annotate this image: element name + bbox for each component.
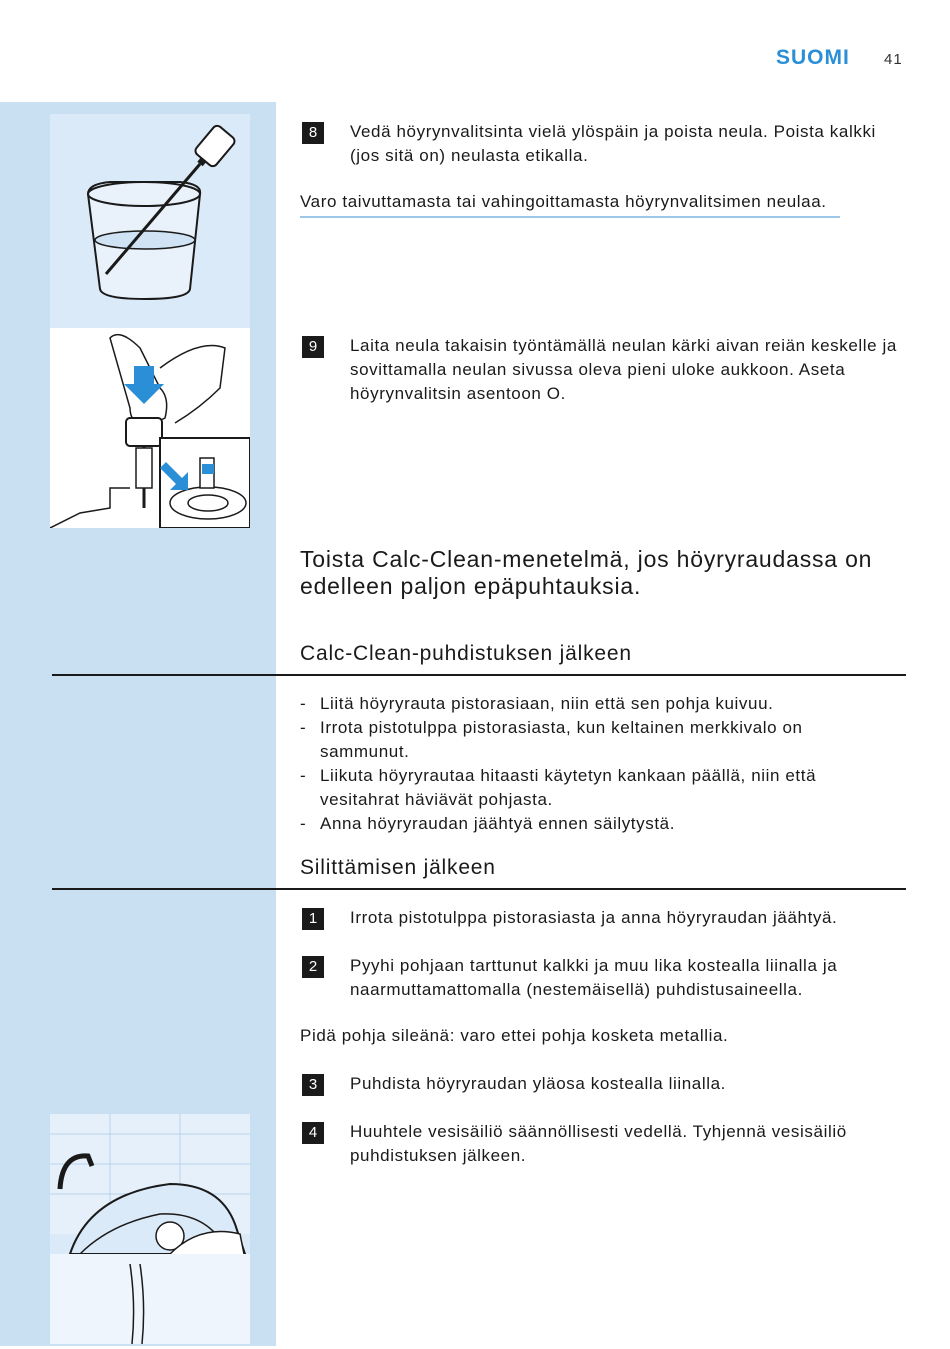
figure-clean-iron [50, 1114, 250, 1344]
step-number: 4 [302, 1122, 324, 1144]
figure-pointer [250, 126, 276, 154]
list-item: - Liitä höyryrauta pistorasiaan, niin että sen pohja kuivuu. [300, 694, 774, 713]
list-item: - Liikuta höyryrautaa hitaasti käytetyn kankaan päällä, niin että vesitahrat häviävät pohjasta. [300, 766, 817, 809]
step-number: 9 [302, 336, 324, 358]
step-text: Laita neula takaisin työntämällä neulan kärki aivan reiän keskelle ja sovittamalla neulan sivussa oleva pieni uloke aukkoon. Aseta höyrynvalitsin asentoon O. [350, 336, 897, 403]
step-text: Puhdista höyryraudan yläosa kostealla liinalla. [350, 1074, 726, 1093]
section-divider [52, 674, 906, 676]
repeat-note: Toista Calc-Clean-menetelmä, jos höyryraudassa on edelleen paljon epäpuhtauksia. [300, 546, 873, 599]
step-number: 2 [302, 956, 324, 978]
step-number: 1 [302, 908, 324, 930]
figure-insert-needle [50, 328, 250, 528]
step-text: Irrota pistotulppa pistorasiasta ja anna höyryraudan jäähtyä. [350, 908, 838, 927]
section-title-after-calc: Calc-Clean-puhdistuksen jälkeen [300, 642, 632, 665]
section-title-after-ironing: Silittämisen jälkeen [300, 856, 496, 879]
language-label: SUOMI [776, 46, 850, 69]
section-divider [52, 888, 906, 890]
figure-needle-in-glass [50, 114, 250, 341]
step-number: 3 [302, 1074, 324, 1096]
warning-text: Varo taivuttamasta tai vahingoittamasta höyrynvalitsimen neulaa. [300, 192, 827, 211]
step-text: Huuhtele vesisäiliö säännöllisesti vedellä. Tyhjennä vesisäiliö puhdistuksen jälkeen. [350, 1122, 847, 1165]
step-text: Vedä höyrynvalitsinta vielä ylöspäin ja poista neula. Poista kalkki (jos sitä on) neulasta etikalla. [350, 122, 876, 165]
note-text: Pidä pohja sileänä: varo ettei pohja kosketa metallia. [300, 1026, 729, 1045]
step-text: Pyyhi pohjaan tarttunut kalkki ja muu lika kostealla liinalla ja naarmuttamattomalla (nestemäisellä) puhdistusaineella. [350, 956, 838, 999]
figure-pointer [250, 331, 276, 359]
warning-underline [300, 216, 840, 218]
list-item: - Anna höyryraudan jäähtyä ennen säilytystä. [300, 814, 676, 833]
step-number: 8 [302, 122, 324, 144]
page-number: 41 [884, 51, 903, 68]
list-item: - Irrota pistotulppa pistorasiasta, kun keltainen merkkivalo on sammunut. [300, 718, 803, 761]
